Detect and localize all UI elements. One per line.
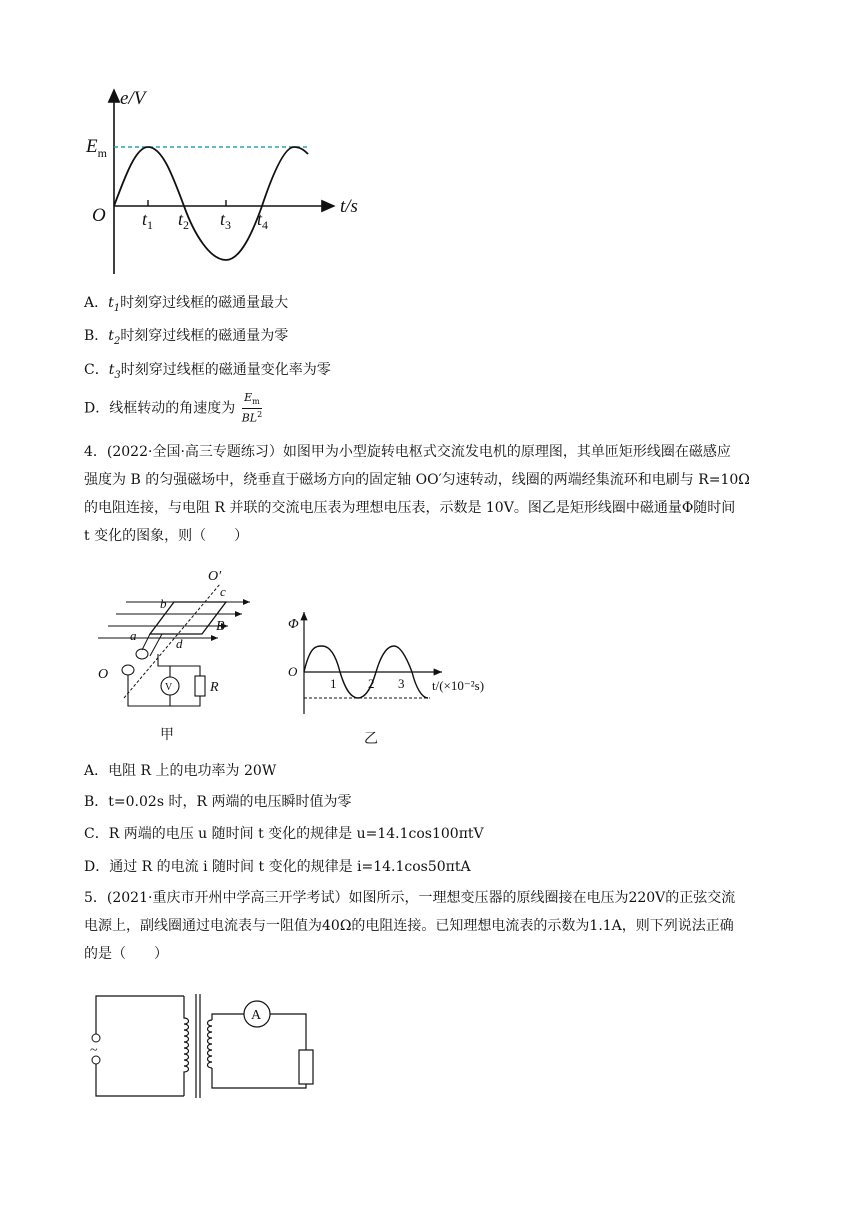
option-a[interactable]: A．$t_1$时刻穿过线框的磁通量最大 [84,295,289,314]
tick-t4: $t_4$ [257,209,269,232]
svg-text:A: A [251,1008,262,1023]
option-b[interactable]: B．$t_2$时刻穿过线框的磁通量为零 [84,328,289,347]
omega-fraction: $\frac{E_m}{BL^2}$ [241,391,263,425]
question-4-stem: 4．(2022·全国·高三专题练习）如图甲为小型旋转电枢式交流发电机的原理图，其单匝矩形线圈在磁感应 强度为 B 的匀强磁场中，绕垂直于磁场方向的固定轴 OO′匀速转动，线圈的两端经集流环和电刷与 R=10Ω 的电阻连接，与电阻 R 并联的交流电压表为理想电压表，示数是 10V。图乙是矩形线圈中磁通量Φ随时间 t 变化的图象，则（ ） [84,444,750,544]
sine-curve [114,147,308,260]
svg-text:d: d [176,636,183,651]
svg-text:a: a [130,628,137,643]
q4-option-b[interactable]: B．t=0.02s 时，R 两端的电压瞬时值为零 [84,794,352,810]
origin-label: O [92,205,106,226]
emf-time-graph [80,84,358,284]
q4-option-c[interactable]: C．R 两端的电压 u 随时间 t 变化的规律是 u=14.1cos100πtV [84,826,484,842]
svg-text:1: 1 [330,676,337,691]
svg-text:R: R [210,680,219,695]
option-c[interactable]: C．$t_3$时刻穿过线框的磁通量变化率为零 [84,362,331,381]
x-axis-label: t/s [340,196,358,217]
svg-text:Φ: Φ [288,617,299,632]
svg-text:3: 3 [398,676,405,691]
generator-diagram [90,566,250,716]
tick-t3: $t_3$ [220,209,232,232]
svg-text:~: ~ [90,1043,98,1058]
figure-jia-label: 甲 [160,727,174,743]
svg-text:b: b [160,596,167,611]
question-5-stem: 5．(2021·重庆市开州中学高三开学考试）如图所示，一理想变压器的原线圈接在电压为220V的正弦交流 电源上，副线圈通过电流表与一阻值为40Ω的电阻连接。已知理想电流表的示数为1.1A，则下列说法正确 的是（ ） [84,890,736,962]
y-axis-label: e/V [120,88,146,109]
tick-t1: $t_1$ [142,209,154,232]
svg-text:2: 2 [368,676,375,691]
figure-yi-label: 乙 [364,731,378,747]
transformer-circuit [84,990,334,1100]
svg-text:B: B [216,619,225,634]
svg-text:O: O [98,667,109,682]
svg-text:V: V [165,682,173,693]
svg-text:c: c [220,584,226,599]
q4-option-d[interactable]: D．通过 R 的电流 i 随时间 t 变化的规律是 i=14.1cos50πtA [84,859,471,875]
svg-text:O: O [288,664,298,679]
svg-text:t/(×10⁻²s): t/(×10⁻²s) [432,678,485,693]
flux-time-graph [282,610,522,720]
tick-t2: $t_2$ [178,209,190,232]
svg-text:O′: O′ [208,569,222,584]
em-label: $E_m$ [86,136,107,160]
option-d[interactable]: D．线框转动的角速度为 $\frac{E_m}{BL^2}$ [84,391,263,425]
q4-option-a[interactable]: A．电阻 R 上的电功率为 20W [84,763,277,779]
